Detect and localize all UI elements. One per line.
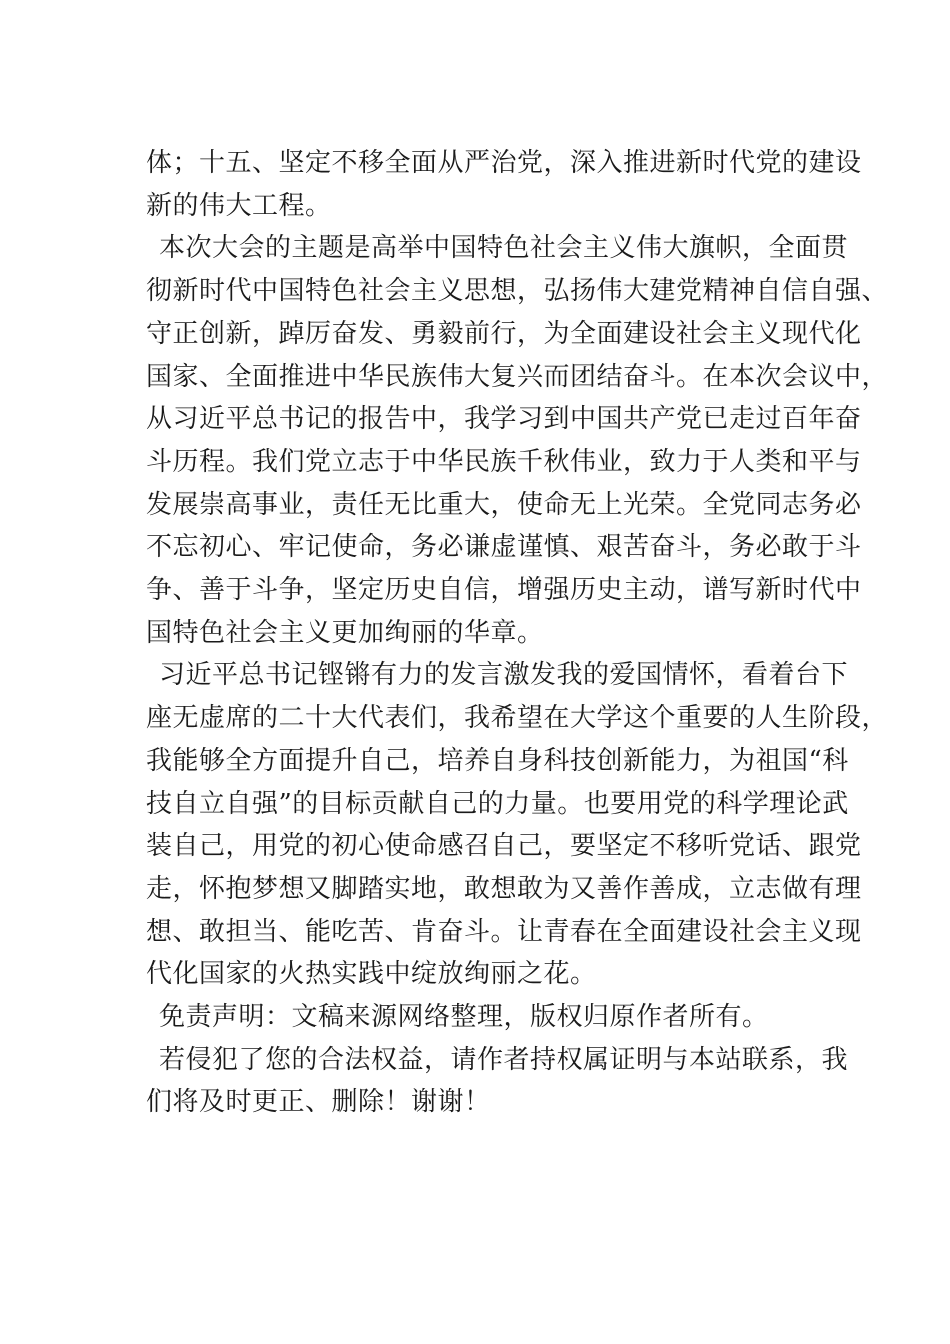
paragraph-infringement-notice: [146, 1039, 849, 1124]
paragraph-congress-theme: [146, 227, 889, 654]
paragraph-personal-reflection: [146, 654, 889, 996]
text-line: 走，怀抱梦想又脚踏实地，敢想敢为又善作善成，立志做有理: [146, 873, 862, 904]
text-line: 技自立自强”的目标贡献自己的力量。也要用党的科学理论武: [146, 788, 849, 819]
text-line: 从习近平总书记的报告中，我学习到中国共产党已走过百年奋: [146, 404, 862, 435]
text-line: 不忘初心、牢记使命，务必谦虚谨慎、艰苦奋斗，务必敢于斗: [146, 532, 862, 563]
text-line: 若侵犯了您的合法权益，请作者持权属证明与本站联系，我: [159, 1044, 849, 1075]
text-line: 想、敢担当、能吃苦、肯奋斗。让青春在全面建设社会主义现: [146, 916, 862, 947]
text-line: 代化国家的火热实践中绽放绚丽之花。: [146, 959, 597, 990]
text-line: 本次大会的主题是高举中国特色社会主义伟大旗帜，全面贯: [159, 233, 849, 264]
text-line: 争、善于斗争，坚定历史自信，增强历史主动，谱写新时代中: [146, 575, 862, 606]
text-line: 体；十五、坚定不移全面从严治党，深入推进新时代党的建设: [146, 148, 862, 178]
text-line: 彻新时代中国特色社会主义思想，弘扬伟大建党精神自信自强、: [146, 276, 889, 307]
paragraph-disclaimer: [146, 996, 836, 1039]
text-line: 国特色社会主义更加绚丽的华章。: [146, 617, 544, 648]
text-line: 习近平总书记铿锵有力的发言激发我的爱国情怀，看着台下: [159, 660, 849, 691]
text-line: 我能够全方面提升自己，培养自身科技创新能力，为祖国“科: [146, 745, 849, 776]
text-line: 新的伟大工程。: [146, 190, 332, 221]
text-line: 装自己，用党的初心使命感召自己，要坚定不移听党话、跟党: [146, 831, 862, 862]
text-line: 座无虚席的二十大代表们，我希望在大学这个重要的人生阶段，: [146, 703, 889, 734]
text-line: 守正创新，踔厉奋发、勇毅前行，为全面建设社会主义现代化: [146, 318, 862, 349]
text-line: 免责声明：文稿来源网络整理，版权归原作者所有。: [159, 1002, 769, 1033]
text-line: 发展崇高事业，责任无比重大，使命无上光荣。全党同志务必: [146, 489, 862, 520]
paragraph-party-building: [146, 142, 862, 227]
document-body: [146, 142, 889, 1124]
text-line: 国家、全面推进中华民族伟大复兴而团结奋斗。在本次会议中，: [146, 361, 889, 392]
text-line: 斗历程。我们党立志于中华民族千秋伟业，致力于人类和平与: [146, 446, 862, 477]
text-line: 们将及时更正、删除！谢谢！: [146, 1087, 491, 1118]
